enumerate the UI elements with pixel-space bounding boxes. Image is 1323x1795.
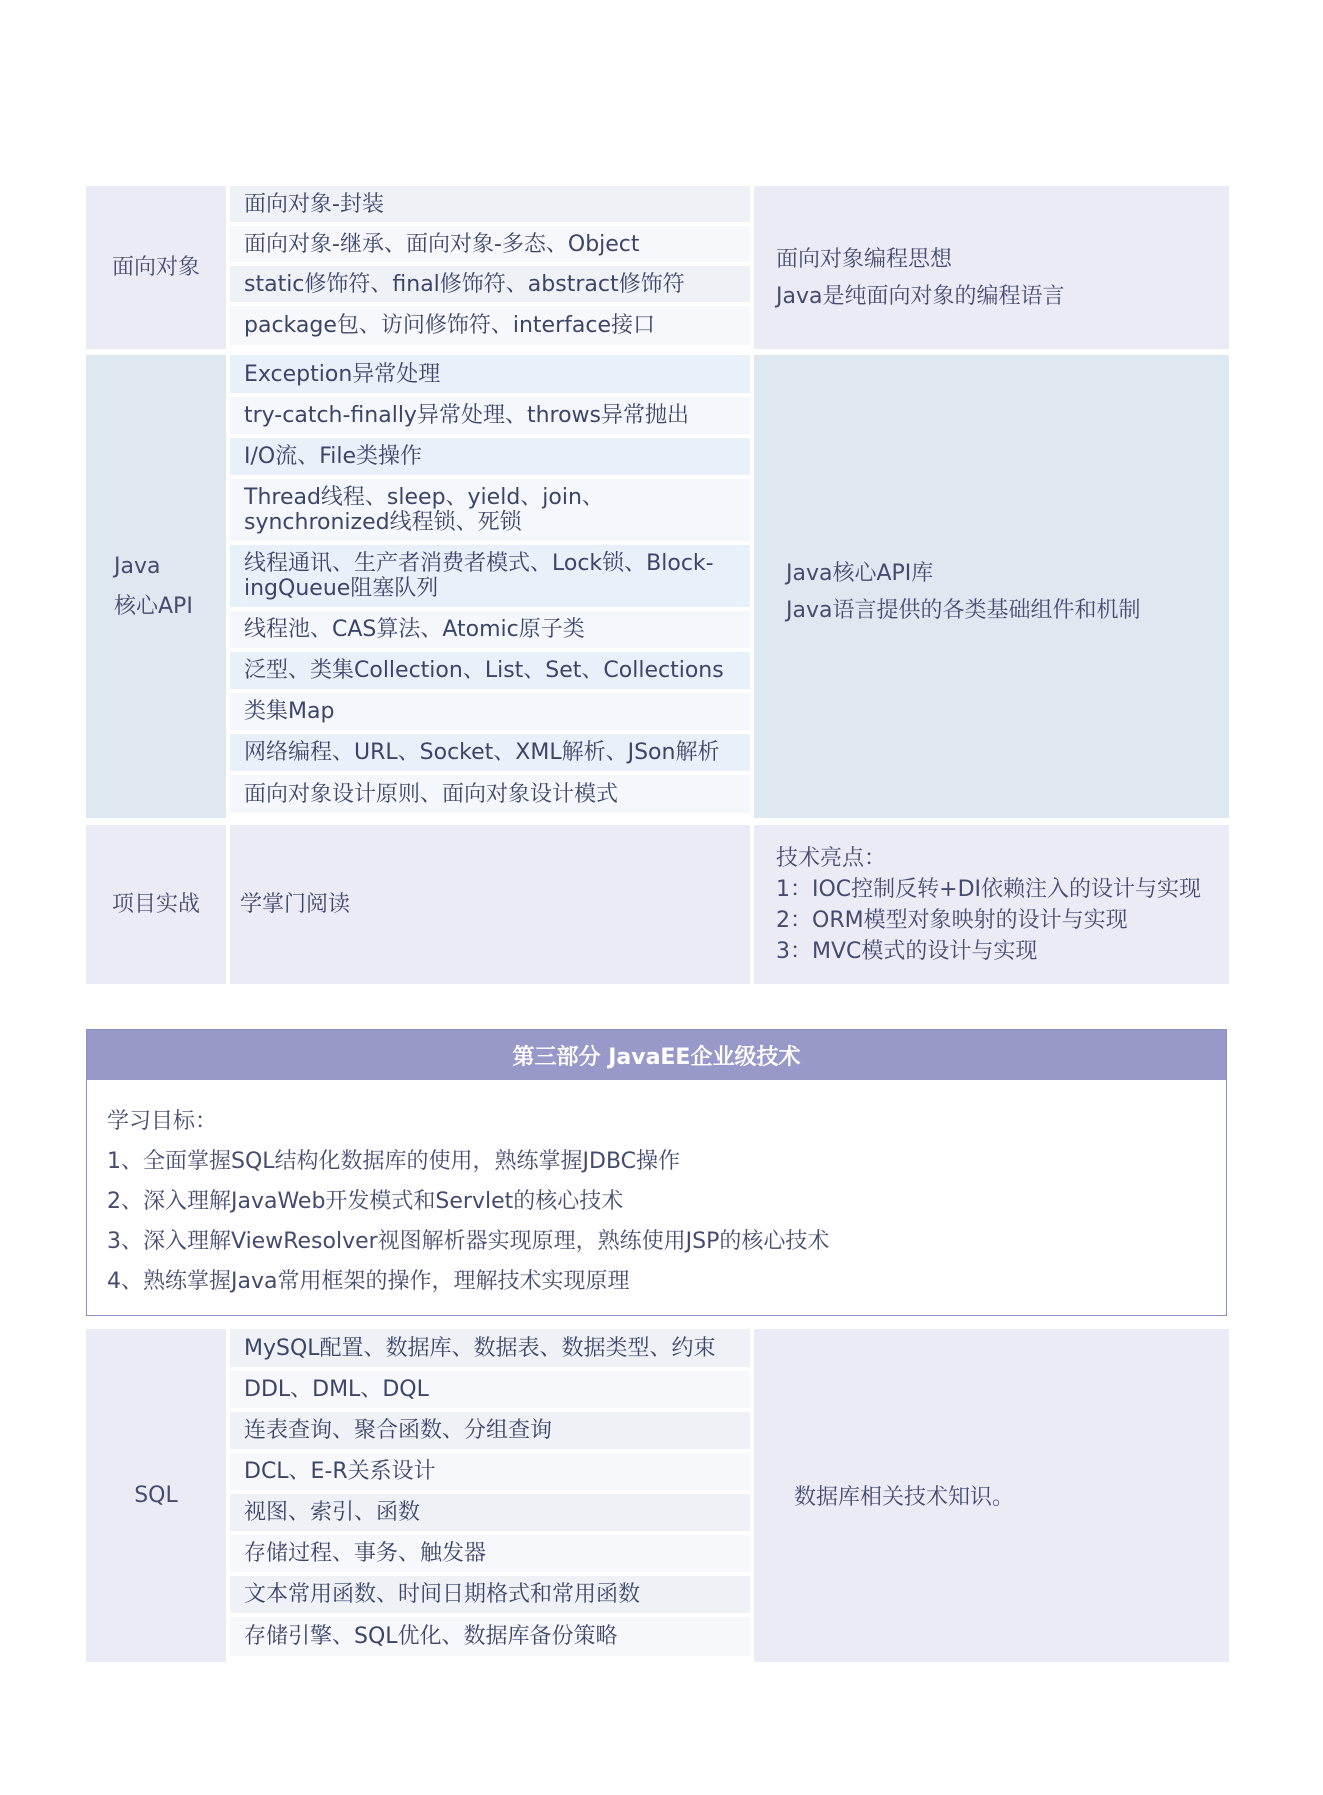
list-item: 面向对象设计原则、面向对象设计模式 (230, 775, 750, 813)
project-list (230, 825, 750, 984)
list-item: package包、访问修饰符、interface接口 (230, 306, 750, 345)
list-item: 视图、索引、函数 (230, 1494, 750, 1531)
list-item: DCL、E-R关系设计 (230, 1453, 750, 1490)
list-item: DDL、DML、DQL (230, 1371, 750, 1408)
oop-description (754, 186, 1229, 349)
goal-item: 1、全面掌握SQL结构化数据库的使用，熟练掌握JDBC操作 (107, 1149, 681, 1174)
project-block (86, 825, 1229, 984)
goal-item: 4、熟练掌握Java常用框架的操作，理解技术实现原理 (107, 1269, 630, 1294)
list-item: try-catch-finally异常处理、throws异常抛出 (230, 397, 750, 434)
oop-topic-list (230, 186, 750, 349)
list-item: 网络编程、URL、Socket、XML解析、JSon解析 (230, 734, 750, 771)
desc-line: Java语言提供的各类基础组件和机制 (786, 597, 1141, 623)
list-item: 文本常用函数、时间日期格式和常用函数 (230, 1576, 750, 1613)
desc-line: 数据库相关技术知识。 (794, 1485, 1015, 1510)
sql-block (86, 1329, 1229, 1662)
oop-block (86, 186, 1229, 349)
goal-item: 2、深入理解JavaWeb开发模式和Servlet的核心技术 (107, 1189, 624, 1214)
desc-line: 2：ORM模型对象映射的设计与实现 (776, 907, 1128, 933)
core-api-topic-list (230, 355, 750, 818)
list-item: Thread线程、sleep、yield、join、synchronized线程锁、死锁 (230, 479, 750, 541)
list-item: 存储过程、事务、触发器 (230, 1535, 750, 1572)
section-title: 第三部分 JavaEE企业级技术 (87, 1030, 1226, 1080)
learning-goals (87, 1080, 1226, 1302)
desc-line: 技术亮点： (776, 845, 887, 871)
list-item: static修饰符、final修饰符、abstract修饰符 (230, 266, 750, 302)
list-item: 类集Map (230, 693, 750, 730)
desc-line: 3：MVC模式的设计与实现 (776, 938, 1038, 964)
list-item: 连表查询、聚合函数、分组查询 (230, 1412, 750, 1449)
list-item: 线程通讯、生产者消费者模式、Lock锁、Block-ingQueue阻塞队列 (230, 545, 750, 607)
core-api-description (754, 355, 1229, 818)
category-line: 核心API (114, 593, 193, 619)
list-item: 存储引擎、SQL优化、数据库备份策略 (230, 1617, 750, 1656)
oop-category: 面向对象 (86, 186, 226, 349)
list-item: MySQL配置、数据库、数据表、数据类型、约束 (230, 1329, 750, 1367)
list-item: 学掌门阅读 (240, 892, 351, 917)
project-category: 项目实战 (86, 825, 226, 984)
goal-item: 3、深入理解ViewResolver视图解析器实现原理，熟练使用JSP的核心技术 (107, 1229, 830, 1254)
sql-topic-list (230, 1329, 750, 1662)
core-api-category (86, 355, 226, 818)
part3-section (86, 1029, 1227, 1316)
goals-label: 学习目标： (107, 1109, 218, 1134)
list-item: Exception异常处理 (230, 355, 750, 393)
list-item: I/O流、File类操作 (230, 438, 750, 475)
list-item: 面向对象-封装 (230, 186, 750, 222)
list-item: 泛型、类集Collection、List、Set、Collections (230, 652, 750, 689)
sql-category: SQL (86, 1329, 226, 1662)
category-line: Java (114, 553, 161, 579)
desc-line: 面向对象编程思想 (776, 246, 953, 272)
sql-description (754, 1329, 1229, 1662)
list-item: 面向对象-继承、面向对象-多态、Object (230, 226, 750, 262)
list-item: 线程池、CAS算法、Atomic原子类 (230, 611, 750, 648)
desc-line: 1：IOC控制反转+DI依赖注入的设计与实现 (776, 876, 1202, 902)
project-description (754, 825, 1229, 984)
core-api-block (86, 355, 1229, 818)
desc-line: Java核心API库 (786, 560, 934, 586)
desc-line: Java是纯面向对象的编程语言 (776, 283, 1065, 309)
